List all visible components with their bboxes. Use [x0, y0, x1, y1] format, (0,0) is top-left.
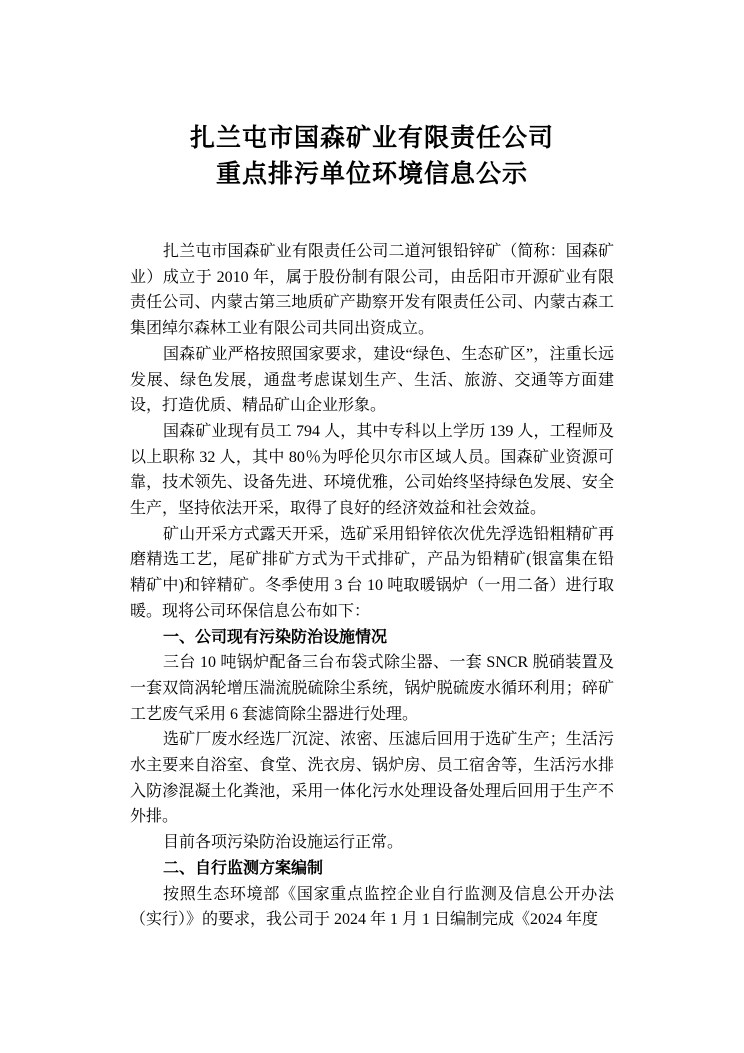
heading-section-1-pollution-control-facilities: 一、公司现有污染防治设施情况: [163, 628, 388, 646]
document-title-line-1: 扎兰屯市国森矿业有限责任公司: [189, 125, 554, 152]
paragraph-facilities-status: 目前各项污染防治设施运行正常。: [163, 834, 404, 852]
paragraph-wastewater-treatment: 选矿厂废水经选厂沉淀、浓密、压滤后回用于选矿生产；生活污水主要来自浴室、食堂、洗衣房、锅炉房、员工宿舍等，生活污水排入防渗混凝土化粪池，采用一体化污水处理设备处理后回用于生产不外排。: [130, 731, 614, 826]
paragraph-monitoring-plan: 按照生态环境部《国家重点监控企业自行监测及信息公开办法（实行）》的要求，我公司于 2024 年 1 月 1 日编制完成《2024 年度: [130, 885, 614, 929]
document-content: [130, 0, 614, 933]
document-body: [130, 239, 614, 933]
paragraph-company-overview: 扎兰屯市国森矿业有限责任公司二道河银铅锌矿（简称：国森矿业）成立于 2010 年，属于股份制有限公司，由岳阳市开源矿业有限责任公司、内蒙古第三地质矿产勘察开发有限责任公司、内蒙古森工集团绰尔森林工业有限公司共同出资成立。: [130, 243, 614, 338]
paragraph-mining-process: 矿山开采方式露天开采，选矿采用铅锌依次优先浮选铅粗精矿再磨精选工艺，尾矿排矿方式为干式排矿，产品为铅精矿(银富集在铅精矿中)和锌精矿。冬季使用 3 台 10 吨取暖锅炉（一用二备）进行取暖。现将公司环保信息公布如下：: [130, 525, 614, 620]
paragraph-staff-and-resources: 国森矿业现有员工 794 人，其中专科以上学历 139 人，工程师及以上职称 32 人，其中 80％为呼伦贝尔市区域人员。国森矿业资源可靠，技术领先、设备先进、环境优雅，公司始终坚持绿色发展、安全生产，坚持依法开采，取得了良好的经济效益和社会效益。: [130, 422, 614, 518]
paragraph-green-mine-policy: 国森矿业严格按照国家要求，建设“绿色、生态矿区”，注重长远发展、绿色发展，通盘考虑谋划生产、生活、旅游、交通等方面建设，打造优质、精品矿山企业形象。: [130, 345, 614, 415]
document-title: [130, 121, 614, 193]
paragraph-boiler-dedusting-system: 三台 10 吨锅炉配备三台布袋式除尘器、一套 SNCR 脱硝装置及一套双筒涡轮增压湍流脱硫除尘系统，锅炉脱硫废水循环利用；碎矿工艺废气采用 6 套滤筒除尘器进行处理。: [130, 654, 614, 723]
heading-section-2-self-monitoring-plan: 二、自行监测方案编制: [163, 859, 324, 877]
document-title-line-2: 重点排污单位环境信息公示: [215, 161, 528, 188]
